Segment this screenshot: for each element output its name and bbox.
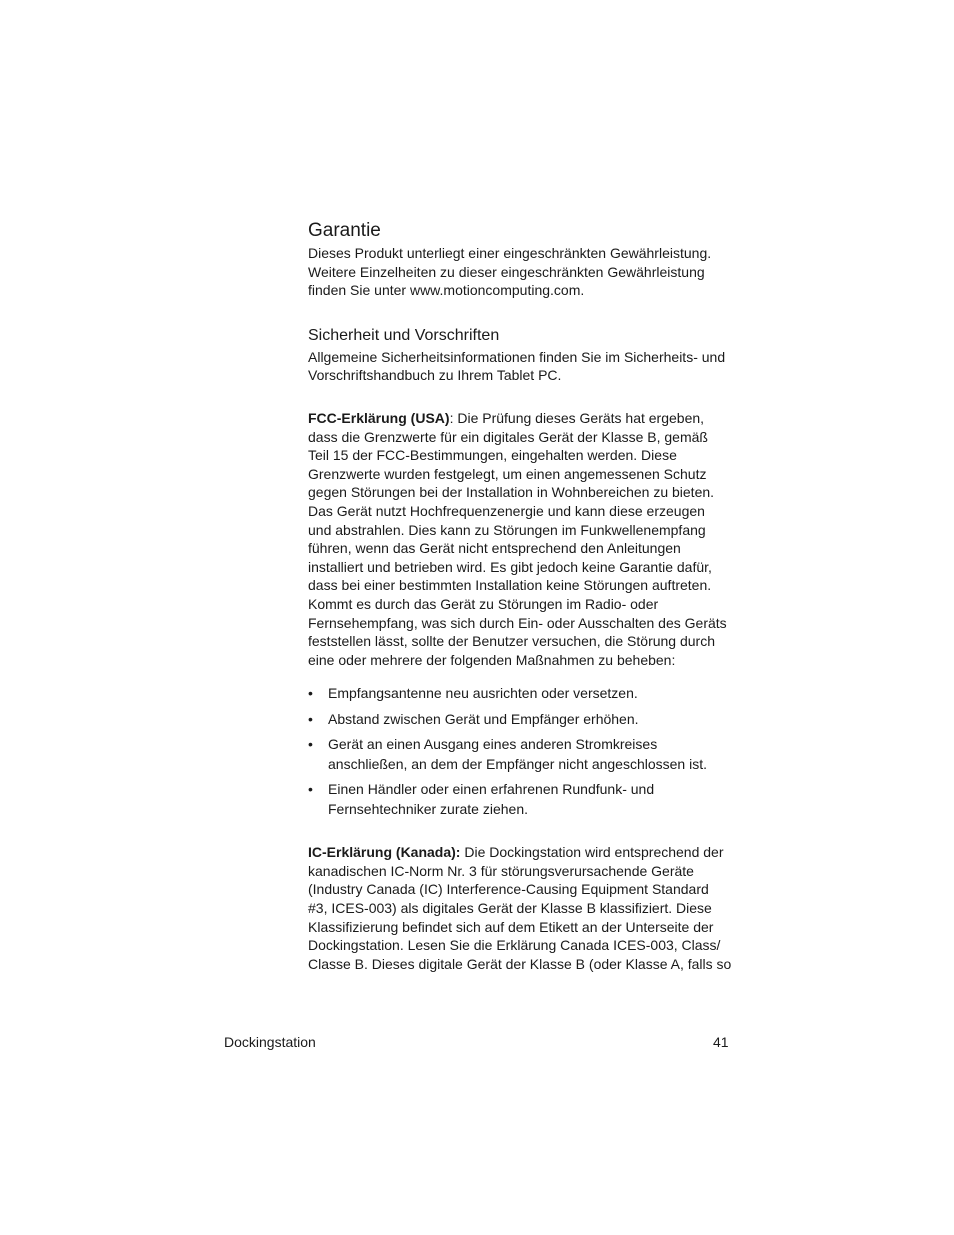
ic-paragraph — [308, 843, 732, 973]
list-item: • Abstand zwischen Gerät und Empfänger erhöhen. — [308, 710, 732, 730]
bullet-icon: • — [308, 710, 313, 727]
sicherheit-heading: Sicherheit und Vorschriften — [308, 326, 500, 344]
bullet-icon: • — [308, 736, 313, 753]
list-item: • Empfangsantenne neu ausrichten oder versetzen. — [308, 684, 732, 704]
fcc-label: FCC-Erklärung (USA) — [308, 409, 450, 426]
ic-text: Die Dockingstation wird entsprechend der kanadischen IC-Norm Nr. 3 für störungsverursachende Geräte (Industry Canada (IC) Interference-Causing Equipment Standard #3, ICES-003) als digitales Gerät der Klasse B klassifiziert. Diese Klassifizierung befindet sich auf dem Etikett an der Unterseite der Dockingstation. Lesen Sie die Erklärung Canada ICES-003, Class/ Classe B. Dieses digitale Gerät der Klasse B (oder Klasse A, falls so — [308, 844, 732, 972]
garantie-heading: Garantie — [308, 220, 381, 241]
fcc-paragraph — [308, 409, 732, 669]
garantie-text: Dieses Produkt unterliegt einer eingeschränkten Gewährleistung. Weitere Einzelheiten zu dieser eingeschränkten Gewährleistung finden Sie unter www.motioncomputing.com. — [308, 245, 712, 299]
sicherheit-text: Allgemeine Sicherheitsinformationen finden Sie im Sicherheits- und Vorschriftshandbuch zu Ihrem Tablet PC. — [308, 348, 726, 384]
measures-list — [308, 684, 732, 819]
page-number: 41 — [713, 1034, 729, 1050]
bullet-icon: • — [308, 685, 313, 702]
ic-label: IC-Erklärung (Kanada): — [308, 844, 461, 861]
fcc-text: : Die Prüfung dieses Geräts hat ergeben, dass die Grenzwerte für ein digitales Gerät der Klasse B, gemäß Teil 15 der FCC-Bestimmungen, eingehalten werden. Diese Grenzwerte wurden festgelegt, um einen angemessenen Schutz gegen Störungen bei der Installation in Wohnbereichen zu bieten. Das Gerät nutzt Hochfrequenzenergie und kann diese erzeugen und abstrahlen. Dies kann zu Störungen im Funkwellenempfang führen, wenn das Gerät nicht entsprechend den Anleitungen installiert und betrieben wird. Es gibt jedoch keine Garantie dafür, dass bei einer bestimmten Installation keine Störungen auftreten. Kommt es durch das Gerät zu Störungen im Radio- oder Fernsehempfang, was sich durch Ein- oder Ausschalten des Geräts feststellen lässt, sollte der Benutzer versuchen, die Störung durch eine oder mehrere der folgenden Maßnahmen zu beheben: — [308, 409, 727, 668]
bullet-icon: • — [308, 781, 313, 798]
page-content — [308, 220, 732, 973]
footer-section-name: Dockingstation — [224, 1034, 316, 1050]
list-item: • Gerät an einen Ausgang eines anderen Stromkreises anschließen, an dem der Empfänger nicht angeschlossen ist. — [308, 736, 707, 772]
list-item: • Einen Händler oder einen erfahrenen Rundfunk- und Fernsehtechniker zurate ziehen. — [308, 781, 655, 817]
